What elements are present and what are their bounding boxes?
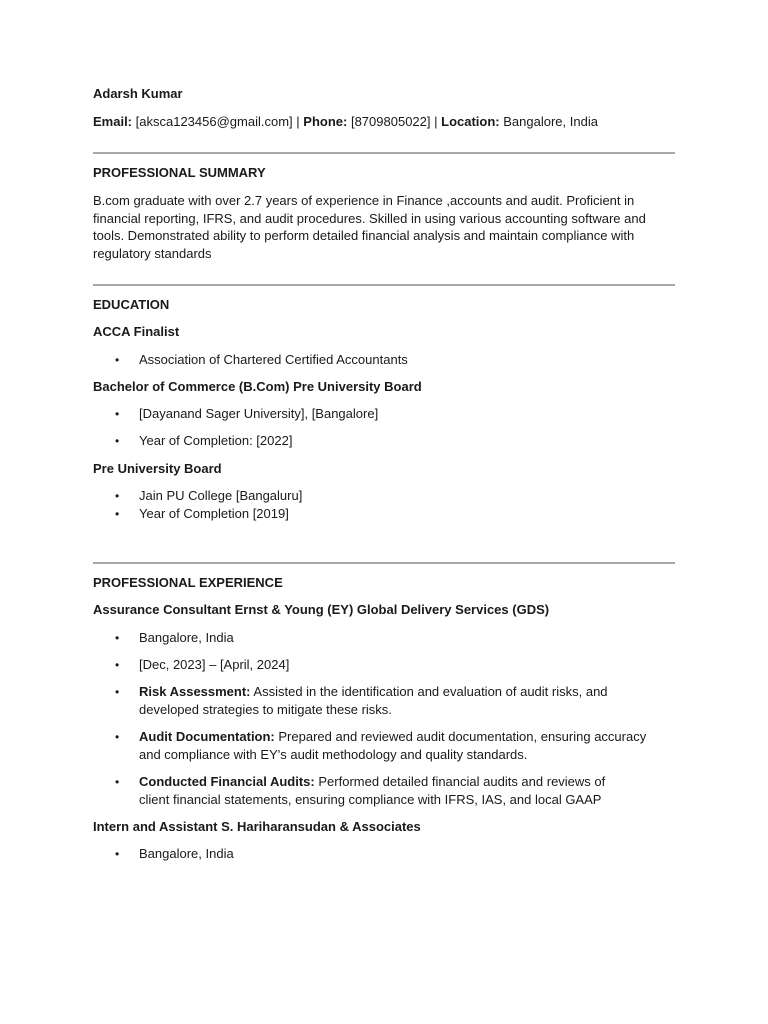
education-bullet: [Dayanand Sager University], [Bangalore] [139, 406, 379, 421]
bullet-icon: • [115, 434, 120, 448]
section-divider [93, 152, 675, 154]
contact-separator: | [296, 114, 300, 129]
bullet-icon: • [115, 730, 120, 744]
bullet-icon: • [115, 353, 120, 367]
email-label: Email: [93, 114, 133, 129]
education-bullet: Year of Completion [2019] [139, 506, 289, 521]
contact-separator: | [434, 114, 438, 129]
experience-heading: PROFESSIONAL EXPERIENCE [93, 575, 283, 590]
phone-label: Phone: [303, 114, 348, 129]
duty-text: Assisted in the identification and evaluation of audit risks, and developed strategies to mitigate these risks. [139, 684, 608, 717]
duty-text: Performed detailed financial audits and reviews of client financial statements, ensuring compliance with IFRS, IAS, and local GAAP [139, 774, 606, 807]
phone-value: [8709805022] [350, 114, 431, 129]
education-bullet: Jain PU College [Bangaluru] [139, 488, 303, 503]
bullet-icon: • [115, 489, 120, 503]
job-duty [139, 728, 669, 764]
education-entry-title: Pre University Board [93, 461, 222, 476]
education-entry-title: Bachelor of Commerce (B.Com) Pre University Board [93, 379, 422, 394]
bullet-icon: • [115, 685, 120, 699]
location-value: Bangalore, India [503, 114, 598, 129]
section-divider [93, 562, 675, 564]
bullet-icon: • [115, 631, 120, 645]
job-location: Bangalore, India [139, 630, 234, 645]
duty-text: Prepared and reviewed audit documentation, ensuring accuracy and compliance with EY's audit methodology and quality standards. [139, 729, 647, 762]
candidate-name: Adarsh Kumar [93, 86, 183, 101]
education-bullet: Association of Chartered Certified Accountants [139, 352, 408, 367]
summary-text: B.com graduate with over 2.7 years of experience in Finance ,accounts and audit. Proficient in financial reporting, IFRS, and audit procedures. Skilled in using various accounting software and tools. Demonstrated ability to perform detailed financial analysis and maintain compliance with regulatory standards [93, 193, 646, 261]
duty-label: Conducted Financial Audits: [139, 774, 315, 789]
job-duty [139, 773, 609, 809]
job-title: Intern and Assistant S. Hariharansudan & Associates [93, 819, 421, 834]
section-divider [93, 284, 675, 286]
bullet-icon: • [115, 407, 120, 421]
bullet-icon: • [115, 507, 120, 521]
education-heading: EDUCATION [93, 297, 170, 312]
bullet-icon: • [115, 775, 120, 789]
summary-heading: PROFESSIONAL SUMMARY [93, 165, 266, 180]
duty-label: Risk Assessment: [139, 684, 251, 699]
bullet-icon: • [115, 847, 120, 861]
bullet-icon: • [115, 658, 120, 672]
duty-label: Audit Documentation: [139, 729, 275, 744]
job-location: Bangalore, India [139, 846, 234, 861]
job-dates: [Dec, 2023] – [April, 2024] [139, 657, 290, 672]
job-duty [139, 683, 669, 719]
job-title: Assurance Consultant Ernst & Young (EY) Global Delivery Services (GDS) [93, 602, 550, 617]
contact-line [93, 113, 598, 131]
education-bullet: Year of Completion: [2022] [139, 433, 293, 448]
education-entry-title: ACCA Finalist [93, 324, 180, 339]
email-value: [aksca123456@gmail.com] [135, 114, 293, 129]
location-label: Location: [441, 114, 500, 129]
